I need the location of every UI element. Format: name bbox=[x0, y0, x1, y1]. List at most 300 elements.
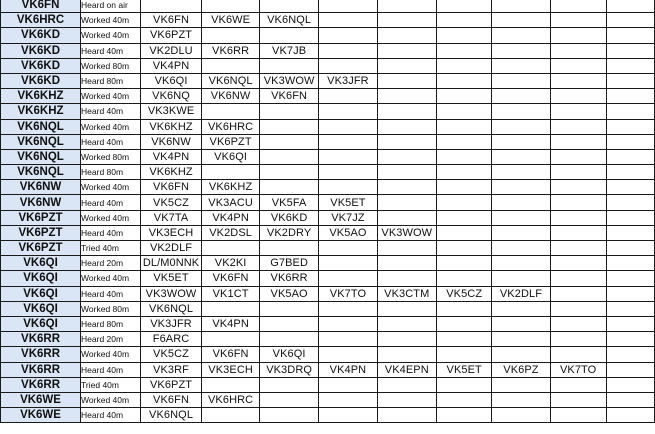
table-row bbox=[1, 316, 655, 331]
contact-cell bbox=[550, 241, 606, 256]
station-callsign-cell: VK6QI bbox=[1, 316, 81, 331]
station-callsign-cell: VK6NW bbox=[1, 180, 81, 195]
table-row bbox=[1, 347, 655, 362]
contact-cell: VK3DRQ bbox=[259, 362, 319, 377]
contact-cell bbox=[377, 28, 437, 43]
station-callsign-cell: VK6NQL bbox=[1, 134, 81, 149]
contact-cell bbox=[377, 58, 437, 73]
contact-cell: VK3WOW bbox=[377, 225, 437, 240]
contact-cell: VK5AO bbox=[319, 225, 377, 240]
contact-cell bbox=[550, 271, 606, 286]
contact-cell bbox=[550, 73, 606, 88]
status-cell: Heard 20m bbox=[81, 256, 141, 271]
contact-cell: VK6NW bbox=[202, 89, 259, 104]
contact-cell bbox=[550, 195, 606, 210]
contact-cell bbox=[377, 377, 437, 392]
contact-cell: F6ARC bbox=[140, 332, 202, 347]
contact-cell bbox=[377, 180, 437, 195]
status-cell: Heard 40m bbox=[81, 134, 141, 149]
contact-cell bbox=[606, 286, 654, 301]
status-cell: Heard 80m bbox=[81, 165, 141, 180]
contact-cell: VK6KHZ bbox=[202, 180, 259, 195]
status-cell: Worked 40m bbox=[81, 210, 141, 225]
contact-cell bbox=[550, 332, 606, 347]
contact-cell: VK4EPN bbox=[377, 362, 437, 377]
contact-cell: VK6RR bbox=[202, 43, 259, 58]
contact-cell bbox=[259, 165, 319, 180]
status-cell: Heard 40m bbox=[81, 195, 141, 210]
contact-cell bbox=[492, 332, 550, 347]
contact-cell bbox=[377, 119, 437, 134]
contact-cell: VK6QI bbox=[140, 73, 202, 88]
contact-cell bbox=[437, 13, 492, 28]
contact-cell bbox=[492, 225, 550, 240]
contact-cell: VK7JB bbox=[259, 43, 319, 58]
contact-cell bbox=[550, 89, 606, 104]
contact-cell bbox=[319, 392, 377, 407]
contact-cell bbox=[377, 271, 437, 286]
contact-cell bbox=[606, 73, 654, 88]
table-row bbox=[1, 377, 655, 392]
station-callsign-cell: VK6HRC bbox=[1, 13, 81, 28]
contact-cell: VK3WOW bbox=[140, 286, 202, 301]
contact-cell bbox=[606, 256, 654, 271]
contact-cell: VK6NQL bbox=[140, 408, 202, 423]
table-row bbox=[1, 332, 655, 347]
contact-cell bbox=[606, 316, 654, 331]
contact-cell bbox=[319, 241, 377, 256]
table-row bbox=[1, 408, 655, 423]
contact-cell bbox=[377, 195, 437, 210]
contact-cell: VK2DLF bbox=[492, 286, 550, 301]
station-callsign-cell: VK6NW bbox=[1, 195, 81, 210]
contact-cell bbox=[492, 149, 550, 164]
contact-cell bbox=[550, 58, 606, 73]
contact-cell bbox=[492, 119, 550, 134]
contact-cell bbox=[377, 149, 437, 164]
contact-cell: VK7TO bbox=[550, 362, 606, 377]
contact-cell bbox=[550, 13, 606, 28]
table-row bbox=[1, 165, 655, 180]
contact-cell bbox=[606, 58, 654, 73]
contact-cell bbox=[550, 0, 606, 13]
contact-cell: VK6NQL bbox=[140, 301, 202, 316]
contact-cell bbox=[437, 165, 492, 180]
contact-cell: VK6KHZ bbox=[140, 119, 202, 134]
contact-cell bbox=[319, 408, 377, 423]
contact-cell bbox=[437, 347, 492, 362]
contact-cell bbox=[377, 256, 437, 271]
table-row bbox=[1, 362, 655, 377]
contact-cell: VK6HRC bbox=[202, 119, 259, 134]
contact-cell bbox=[319, 58, 377, 73]
table-row bbox=[1, 73, 655, 88]
contact-cell bbox=[437, 195, 492, 210]
contact-cell bbox=[319, 28, 377, 43]
status-cell: Heard 80m bbox=[81, 73, 141, 88]
contact-cell bbox=[319, 271, 377, 286]
contact-cell: VK2DLF bbox=[140, 241, 202, 256]
contact-cell bbox=[377, 316, 437, 331]
contact-cell: VK2DLU bbox=[140, 43, 202, 58]
station-callsign-cell: VK6RR bbox=[1, 347, 81, 362]
contact-cell bbox=[437, 119, 492, 134]
contact-cell bbox=[259, 0, 319, 13]
contact-cell bbox=[377, 43, 437, 58]
contact-cell bbox=[492, 241, 550, 256]
contact-cell bbox=[550, 286, 606, 301]
contact-cell bbox=[492, 134, 550, 149]
table-row bbox=[1, 286, 655, 301]
contact-cell bbox=[437, 104, 492, 119]
table-row bbox=[1, 392, 655, 407]
contact-cell bbox=[437, 134, 492, 149]
contact-cell: VK4PN bbox=[140, 58, 202, 73]
station-callsign-cell: VK6QI bbox=[1, 256, 81, 271]
contact-cell bbox=[606, 180, 654, 195]
table-row bbox=[1, 225, 655, 240]
contact-cell: G7BED bbox=[259, 256, 319, 271]
contact-cell bbox=[377, 347, 437, 362]
contact-cell: VK5CZ bbox=[140, 347, 202, 362]
status-cell: Worked 40m bbox=[81, 119, 141, 134]
table-row bbox=[1, 241, 655, 256]
contact-cell bbox=[319, 89, 377, 104]
contact-cell bbox=[377, 392, 437, 407]
contact-cell bbox=[606, 119, 654, 134]
contact-cell bbox=[606, 195, 654, 210]
contact-cell bbox=[377, 301, 437, 316]
contact-cell bbox=[437, 241, 492, 256]
contact-cell: VK1CT bbox=[202, 286, 259, 301]
station-callsign-cell: VK6KD bbox=[1, 73, 81, 88]
table-row bbox=[1, 104, 655, 119]
contact-cell: VK3KWE bbox=[140, 104, 202, 119]
contact-cell: VK6HRC bbox=[202, 392, 259, 407]
table-row bbox=[1, 271, 655, 286]
contact-cell: VK4PN bbox=[140, 149, 202, 164]
contact-cell: VK6NQ bbox=[140, 89, 202, 104]
table-row bbox=[1, 195, 655, 210]
contact-cell bbox=[202, 301, 259, 316]
contact-cell bbox=[550, 180, 606, 195]
contact-cell bbox=[437, 58, 492, 73]
contact-cell bbox=[606, 241, 654, 256]
contact-cell bbox=[606, 362, 654, 377]
contact-cell: VK5ET bbox=[140, 271, 202, 286]
contact-cell bbox=[606, 301, 654, 316]
contact-cell: VK4PN bbox=[202, 210, 259, 225]
contact-cell: VK6NQL bbox=[202, 73, 259, 88]
station-callsign-cell: VK6WE bbox=[1, 392, 81, 407]
contact-cell bbox=[492, 104, 550, 119]
contact-cell bbox=[259, 316, 319, 331]
contact-cell: VK5AO bbox=[259, 286, 319, 301]
contact-cell bbox=[437, 0, 492, 13]
contact-cell: VK5CZ bbox=[140, 195, 202, 210]
contact-cell bbox=[259, 149, 319, 164]
contact-cell bbox=[606, 134, 654, 149]
table-row bbox=[1, 28, 655, 43]
contact-cell: VK4PN bbox=[319, 362, 377, 377]
contact-cell bbox=[492, 210, 550, 225]
contact-cell: VK5CZ bbox=[437, 286, 492, 301]
station-callsign-cell: VK6NQL bbox=[1, 165, 81, 180]
contact-cell: VK2DRY bbox=[259, 225, 319, 240]
contact-cell bbox=[606, 210, 654, 225]
station-callsign-cell: VK6RR bbox=[1, 377, 81, 392]
contact-cell bbox=[377, 241, 437, 256]
contact-cell bbox=[606, 0, 654, 13]
contact-cell bbox=[550, 134, 606, 149]
status-cell: Heard on air bbox=[81, 0, 141, 13]
contact-cell: VK6NQL bbox=[259, 13, 319, 28]
contact-cell bbox=[319, 256, 377, 271]
contact-cell: VK6FN bbox=[140, 392, 202, 407]
contact-cell: VK5FA bbox=[259, 195, 319, 210]
contact-cell bbox=[259, 58, 319, 73]
table-row bbox=[1, 180, 655, 195]
contact-cell bbox=[259, 301, 319, 316]
contact-cell: VK3ECH bbox=[140, 225, 202, 240]
contact-cell: VK6PZT bbox=[140, 377, 202, 392]
table-row bbox=[1, 210, 655, 225]
contact-cell: VK6KHZ bbox=[140, 165, 202, 180]
contact-cell bbox=[550, 165, 606, 180]
contact-cell bbox=[437, 73, 492, 88]
contact-cell bbox=[492, 89, 550, 104]
table-row bbox=[1, 149, 655, 164]
contact-cell bbox=[492, 256, 550, 271]
contact-cell bbox=[319, 13, 377, 28]
status-cell: Worked 40m bbox=[81, 271, 141, 286]
contact-cell bbox=[377, 134, 437, 149]
contact-cell bbox=[606, 28, 654, 43]
contact-cell: VK6FN bbox=[202, 271, 259, 286]
contact-cell bbox=[259, 134, 319, 149]
contact-cell bbox=[606, 13, 654, 28]
contact-cell bbox=[319, 301, 377, 316]
contact-cell bbox=[202, 58, 259, 73]
station-callsign-cell: VK6QI bbox=[1, 271, 81, 286]
contact-cell bbox=[606, 271, 654, 286]
contact-cell bbox=[492, 271, 550, 286]
contact-cell bbox=[437, 28, 492, 43]
contact-cell bbox=[550, 377, 606, 392]
contact-cell bbox=[437, 256, 492, 271]
contact-cell bbox=[492, 13, 550, 28]
station-callsign-cell: VK6QI bbox=[1, 301, 81, 316]
contact-cell: VK5ET bbox=[319, 195, 377, 210]
contact-cell: DL/M0NNK bbox=[140, 256, 202, 271]
contact-cell bbox=[606, 392, 654, 407]
contact-cell: VK6WE bbox=[202, 13, 259, 28]
contact-cell bbox=[437, 89, 492, 104]
table-row bbox=[1, 89, 655, 104]
contact-cell: VK6KD bbox=[259, 210, 319, 225]
contact-cell: VK3JFR bbox=[319, 73, 377, 88]
contact-cell bbox=[437, 210, 492, 225]
station-callsign-cell: VK6KHZ bbox=[1, 104, 81, 119]
contact-cell bbox=[437, 332, 492, 347]
contact-cell bbox=[202, 377, 259, 392]
contact-cell bbox=[319, 377, 377, 392]
contact-cell bbox=[437, 225, 492, 240]
contact-cell bbox=[319, 180, 377, 195]
contact-cell bbox=[319, 332, 377, 347]
status-cell: Worked 40m bbox=[81, 13, 141, 28]
contact-cell bbox=[492, 301, 550, 316]
station-callsign-cell: VK6RR bbox=[1, 362, 81, 377]
status-cell: Worked 40m bbox=[81, 392, 141, 407]
contact-cell bbox=[606, 377, 654, 392]
contact-cell: VK6FN bbox=[140, 13, 202, 28]
status-cell: Worked 80m bbox=[81, 149, 141, 164]
contact-cell bbox=[550, 149, 606, 164]
contact-cell bbox=[319, 347, 377, 362]
contact-cell: VK3CTM bbox=[377, 286, 437, 301]
contact-cell bbox=[437, 392, 492, 407]
contact-cell bbox=[550, 28, 606, 43]
contact-cell: VK4PN bbox=[202, 316, 259, 331]
contact-cell bbox=[606, 165, 654, 180]
contact-cell: VK7TA bbox=[140, 210, 202, 225]
table-row bbox=[1, 58, 655, 73]
contact-cell: VK3JFR bbox=[140, 316, 202, 331]
contact-cell bbox=[377, 332, 437, 347]
status-cell: Heard 40m bbox=[81, 225, 141, 240]
table-row bbox=[1, 13, 655, 28]
station-callsign-cell: VK6PZT bbox=[1, 225, 81, 240]
contact-cell bbox=[492, 195, 550, 210]
contact-cell: VK6QI bbox=[259, 347, 319, 362]
station-callsign-cell: VK6KD bbox=[1, 28, 81, 43]
contact-cell bbox=[259, 28, 319, 43]
contact-cell bbox=[437, 316, 492, 331]
contact-cell bbox=[202, 241, 259, 256]
table-row bbox=[1, 256, 655, 271]
contact-cell: VK2KI bbox=[202, 256, 259, 271]
contact-cell bbox=[377, 89, 437, 104]
status-cell: Heard 40m bbox=[81, 362, 141, 377]
contact-cell: VK6PZ bbox=[492, 362, 550, 377]
contact-cell bbox=[377, 165, 437, 180]
contact-cell bbox=[202, 332, 259, 347]
contact-cell bbox=[319, 43, 377, 58]
contact-cell bbox=[492, 43, 550, 58]
station-callsign-cell: VK6NQL bbox=[1, 119, 81, 134]
contact-cell: VK6FN bbox=[140, 180, 202, 195]
table-row bbox=[1, 301, 655, 316]
status-cell: Heard 80m bbox=[81, 316, 141, 331]
contact-cell bbox=[377, 13, 437, 28]
table-row bbox=[1, 134, 655, 149]
status-cell: Heard 20m bbox=[81, 332, 141, 347]
table-row bbox=[1, 119, 655, 134]
contact-cell bbox=[492, 58, 550, 73]
contact-cell bbox=[492, 165, 550, 180]
contact-cell bbox=[492, 392, 550, 407]
contact-cell bbox=[492, 28, 550, 43]
contact-cell bbox=[492, 347, 550, 362]
contact-cell bbox=[319, 316, 377, 331]
contact-cell: VK6PZT bbox=[202, 134, 259, 149]
contact-cell bbox=[259, 104, 319, 119]
station-callsign-cell: VK6KD bbox=[1, 43, 81, 58]
status-cell: Heard 40m bbox=[81, 43, 141, 58]
station-callsign-cell: VK6QI bbox=[1, 286, 81, 301]
contact-cell bbox=[437, 377, 492, 392]
status-cell: Worked 40m bbox=[81, 347, 141, 362]
contact-cell bbox=[492, 377, 550, 392]
contact-cell bbox=[319, 104, 377, 119]
contact-cell bbox=[550, 408, 606, 423]
contact-cell: VK6QI bbox=[202, 149, 259, 164]
station-callsign-cell: VK6NQL bbox=[1, 149, 81, 164]
contact-cell bbox=[259, 377, 319, 392]
contact-cell: VK3ACU bbox=[202, 195, 259, 210]
contact-cell bbox=[259, 119, 319, 134]
contact-cell bbox=[377, 0, 437, 13]
contact-cell bbox=[492, 316, 550, 331]
contact-cell bbox=[606, 332, 654, 347]
contact-cell bbox=[319, 119, 377, 134]
status-cell: Worked 80m bbox=[81, 58, 141, 73]
contact-cell bbox=[606, 89, 654, 104]
contact-cell bbox=[437, 180, 492, 195]
contact-cell bbox=[319, 149, 377, 164]
contact-cell bbox=[319, 165, 377, 180]
contact-cell bbox=[259, 332, 319, 347]
station-callsign-cell: VK6PZT bbox=[1, 241, 81, 256]
table-row bbox=[1, 43, 655, 58]
status-cell: Worked 40m bbox=[81, 89, 141, 104]
status-cell: Worked 80m bbox=[81, 301, 141, 316]
status-cell: Heard 40m bbox=[81, 104, 141, 119]
contact-cell bbox=[437, 301, 492, 316]
contact-cell bbox=[140, 0, 202, 13]
status-cell: Heard 40m bbox=[81, 286, 141, 301]
station-callsign-cell: VK6KHZ bbox=[1, 89, 81, 104]
contact-cell bbox=[550, 347, 606, 362]
contact-cell bbox=[606, 149, 654, 164]
status-cell: Worked 40m bbox=[81, 28, 141, 43]
contact-cell: VK7TO bbox=[319, 286, 377, 301]
contact-cell bbox=[377, 408, 437, 423]
contact-cell bbox=[550, 104, 606, 119]
contact-cell bbox=[492, 0, 550, 13]
contact-cell bbox=[377, 104, 437, 119]
station-callsign-cell: VK6KD bbox=[1, 58, 81, 73]
contact-cell bbox=[259, 180, 319, 195]
station-callsign-cell: VK6FN bbox=[1, 0, 81, 13]
contact-cell: VK6NW bbox=[140, 134, 202, 149]
contact-cell bbox=[259, 392, 319, 407]
contact-cell bbox=[202, 408, 259, 423]
contact-cell bbox=[492, 73, 550, 88]
contact-cell bbox=[202, 165, 259, 180]
contact-cell bbox=[550, 392, 606, 407]
contact-cell bbox=[550, 301, 606, 316]
contact-cell bbox=[606, 104, 654, 119]
contact-cell: VK6FN bbox=[259, 89, 319, 104]
contact-cell: VK5ET bbox=[437, 362, 492, 377]
contact-cell bbox=[606, 408, 654, 423]
contact-cell: VK6PZT bbox=[140, 28, 202, 43]
contact-log-body bbox=[1, 0, 655, 423]
station-callsign-cell: VK6WE bbox=[1, 408, 81, 423]
contact-cell bbox=[550, 119, 606, 134]
